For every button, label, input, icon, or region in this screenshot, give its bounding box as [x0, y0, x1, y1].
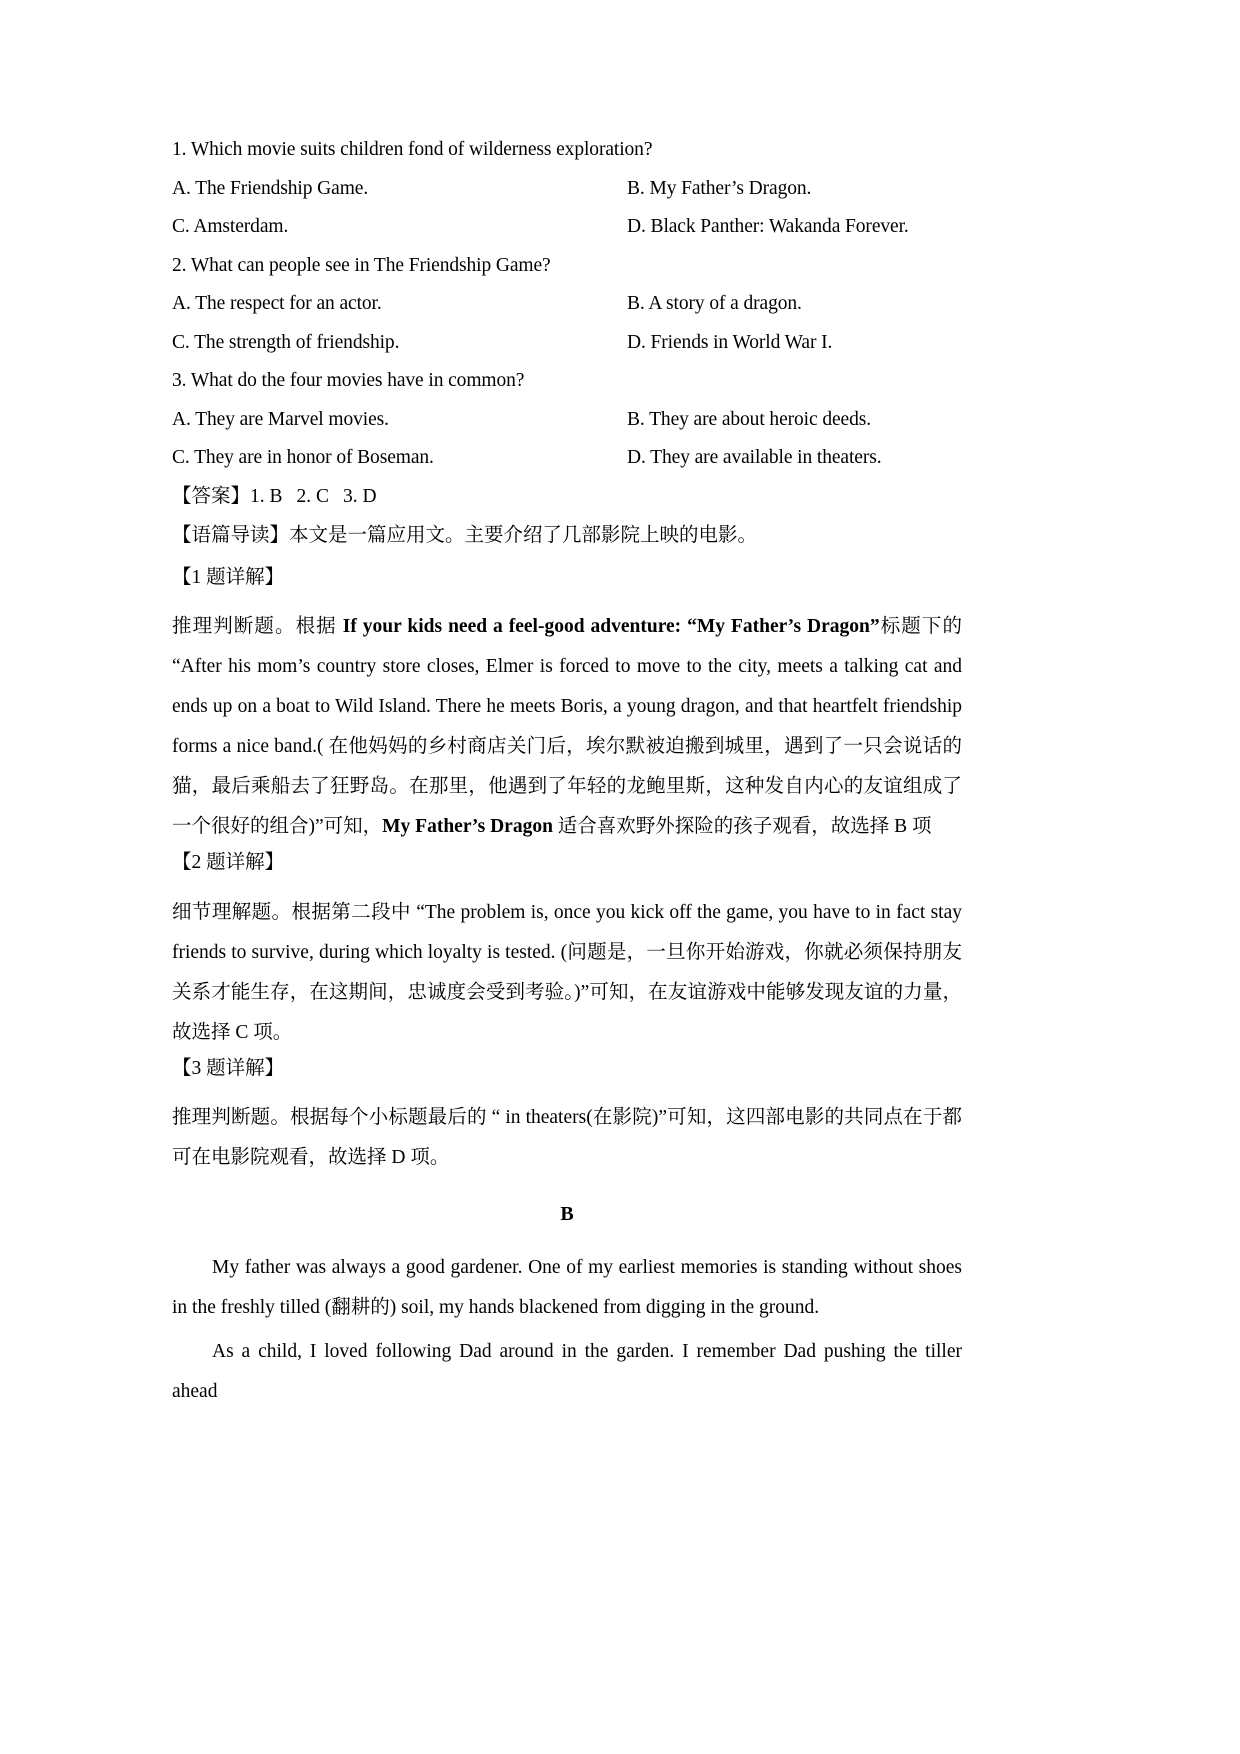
option-3-a[interactable]: A. They are Marvel movies.: [172, 408, 389, 430]
page-content: [172, 140, 962, 1412]
explanation-heading-2: 【2 题详解】: [172, 852, 285, 873]
answer-key-line: [172, 487, 962, 507]
answer-key-item-2: 2. C: [296, 485, 330, 507]
option-row-2a: [172, 294, 962, 314]
option-1-a[interactable]: A. The Friendship Game.: [172, 177, 369, 199]
explanation-body-1: [172, 607, 962, 847]
explanation-body-2: 细节理解题。根据第二段中 “The problem is, once you kick off the game, you have to in fact stay friends to survive, during which loyalty is tested. (问题是，一旦你开始游戏，你就必须保持朋友关系才能生存，在这期间，忠诚度会受到考验。)”可知，在友谊游戏中能够发现友谊的力量，故选择 C 项。: [172, 901, 962, 1043]
option-1-d[interactable]: D. Black Panther: Wakanda Forever.: [627, 216, 909, 237]
section-b-paragraph-1: My father was always a good gardener. One of my earliest memories is standing without shoes in the freshly tilled (翻耕的) soil, my hands blackened from digging in the ground.: [172, 1257, 962, 1318]
explanation-1-mid: 标题下的 “After his mom’s country store closes, Elmer is forced to move to the city, meets a talking cat and ends up on a boat to Wild Island. There he meets Boris, a young dragon, and that heartfelt friendship forms a nice band.( 在他妈妈的乡村商店关门后，埃尔默被迫搬到城里，遇到了一只会说话的猫，最后乘船去了狂野岛。在那里，他遇到了年轻的龙鲍里斯，这种发自内心的友谊组成了一个很好的组合)”可知，: [172, 616, 962, 837]
option-3-c[interactable]: C. They are in honor of Boseman.: [172, 447, 434, 468]
answer-key-item-3: 3. D: [343, 485, 377, 507]
passage-guide-text: 本文是一篇应用文。主要介绍了几部影院上映的电影。: [289, 525, 758, 546]
passage-guide-line: [172, 526, 962, 546]
question-stem-3: 3. What do the four movies have in common?: [172, 370, 525, 391]
option-row-2b: [172, 333, 962, 353]
option-2-c[interactable]: C. The strength of friendship.: [172, 331, 400, 353]
explanation-1-bold-movie: My Father’s Dragon: [382, 816, 553, 837]
option-3-b[interactable]: B. They are about heroic deeds.: [627, 408, 871, 430]
question-stem-1: 1. Which movie suits children fond of wilderness exploration?: [172, 139, 653, 160]
option-row-1b: [172, 217, 962, 237]
answer-key-item-1: 1. B: [250, 485, 283, 507]
option-row-3b: [172, 448, 962, 468]
option-2-a[interactable]: A. The respect for an actor.: [172, 293, 382, 314]
explanation-1-lead: 推理判断题。根据: [172, 616, 343, 637]
answer-key-label: 【答案】: [172, 485, 251, 507]
explanation-body-3: 推理判断题。根据每个小标题最后的 “ in theaters(在影院)”可知，这四部电影的共同点在于都可在电影院观看，故选择 D 项。: [172, 1107, 962, 1168]
option-1-b[interactable]: B. My Father’s Dragon.: [627, 177, 812, 199]
question-stem-2: 2. What can people see in The Friendship Game?: [172, 254, 551, 276]
option-row-3a: [172, 410, 962, 430]
question-block-2: [172, 256, 962, 353]
option-2-b[interactable]: B. A story of a dragon.: [627, 293, 802, 314]
explanation-1-tail: 适合喜欢野外探险的孩子观看，故选择 B 项: [552, 816, 932, 837]
question-block-3: [172, 371, 962, 468]
option-row-1a: [172, 179, 962, 199]
section-letter-b: B: [560, 1203, 574, 1225]
explanation-1-bold-title: If your kids need a feel-good adventure: “My Father’s Dragon”: [342, 616, 880, 637]
section-b-paragraph-2: As a child, I loved following Dad around in the garden. I remember Dad pushing the tiller ahead: [172, 1341, 962, 1402]
option-1-c[interactable]: C. Amsterdam.: [172, 216, 289, 237]
option-3-d[interactable]: D. They are available in theaters.: [627, 447, 882, 468]
question-block-1: [172, 140, 962, 237]
passage-guide-label: 【语篇导读】: [172, 525, 290, 546]
explanation-heading-1: 【1 题详解】: [172, 566, 285, 588]
option-2-d[interactable]: D. Friends in World War I.: [627, 331, 833, 353]
explanation-heading-3: 【3 题详解】: [172, 1057, 285, 1079]
